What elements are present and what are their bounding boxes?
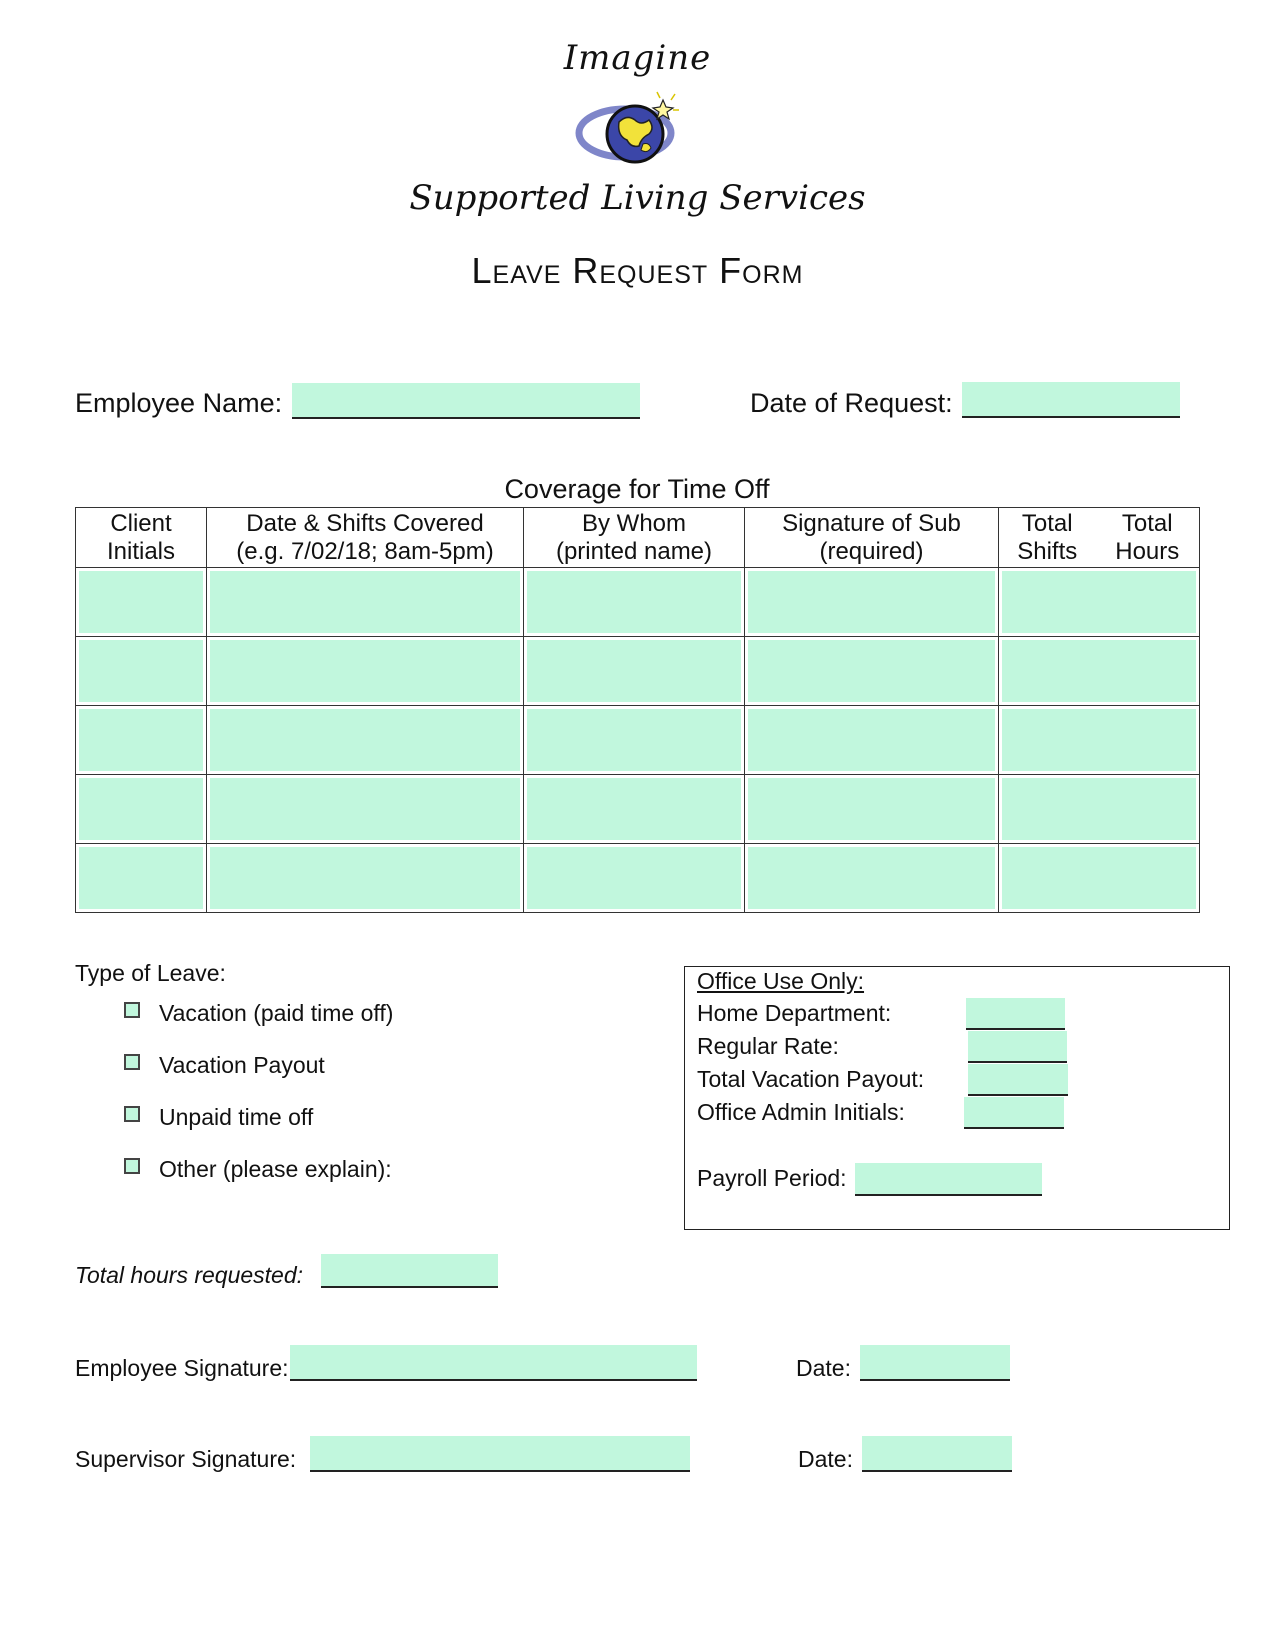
- signature-of-sub-cell[interactable]: [745, 706, 999, 775]
- other-label: Other (please explain):: [159, 1156, 392, 1182]
- by-whom-cell-fill: [527, 571, 741, 633]
- client-initials-cell[interactable]: [76, 844, 207, 913]
- supervisor-signature-label: Supervisor Signature:: [75, 1446, 297, 1472]
- unpaid-time-off-label: Unpaid time off: [159, 1104, 314, 1130]
- coverage-caption: Coverage for Time Off: [504, 474, 770, 504]
- signature-of-sub-cell-fill: [748, 709, 995, 771]
- date-shifts-cell[interactable]: [207, 706, 524, 775]
- client-initials-cell-fill: [79, 709, 203, 771]
- logo-supported-living-text: Supported Living Services: [409, 178, 866, 218]
- total-hours-requested-field[interactable]: [321, 1254, 498, 1288]
- by-whom-cell[interactable]: [524, 775, 745, 844]
- coverage-row: [76, 568, 1200, 637]
- payroll-period-label: Payroll Period:: [697, 1165, 847, 1191]
- totals-cell[interactable]: [999, 775, 1200, 844]
- globe-logo-icon: [575, 88, 695, 170]
- other-checkbox[interactable]: [124, 1158, 140, 1174]
- client-initials-cell[interactable]: [76, 568, 207, 637]
- signature-of-sub-cell-fill: [748, 640, 995, 702]
- regular-rate-field[interactable]: [968, 1031, 1067, 1063]
- type-of-leave-label: Type of Leave:: [75, 960, 226, 986]
- date-shifts-cell[interactable]: [207, 637, 524, 706]
- employee-signature-field[interactable]: [290, 1345, 697, 1381]
- by-whom-cell-fill: [527, 709, 741, 771]
- signature-of-sub-cell[interactable]: [745, 775, 999, 844]
- signature-of-sub-cell[interactable]: [745, 844, 999, 913]
- client-initials-cell-fill: [79, 778, 203, 840]
- unpaid-time-off-checkbox[interactable]: [124, 1106, 140, 1122]
- date-shifts-cell[interactable]: [207, 568, 524, 637]
- vacation-payout-checkbox[interactable]: [124, 1054, 140, 1070]
- col-by-whom: By Whom (printed name): [524, 508, 745, 568]
- vacation-payout-label: Vacation Payout: [159, 1052, 325, 1078]
- coverage-row: [76, 775, 1200, 844]
- coverage-row: [76, 844, 1200, 913]
- total-vacation-payout-field[interactable]: [968, 1064, 1068, 1096]
- totals-cell-fill: [1002, 778, 1196, 840]
- supervisor-date-label: Date:: [798, 1446, 853, 1472]
- date-of-request-field[interactable]: [962, 382, 1180, 418]
- coverage-row: [76, 637, 1200, 706]
- totals-cell[interactable]: [999, 568, 1200, 637]
- coverage-header-row: [76, 508, 1200, 568]
- by-whom-cell[interactable]: [524, 568, 745, 637]
- employee-name-field[interactable]: [292, 383, 640, 419]
- total-vacation-payout-label: Total Vacation Payout:: [697, 1066, 925, 1092]
- home-department-field[interactable]: [966, 998, 1065, 1030]
- coverage-row: [76, 706, 1200, 775]
- client-initials-cell-fill: [79, 640, 203, 702]
- by-whom-cell[interactable]: [524, 637, 745, 706]
- by-whom-cell[interactable]: [524, 844, 745, 913]
- home-department-label: Home Department:: [697, 1000, 892, 1026]
- date-shifts-cell[interactable]: [207, 775, 524, 844]
- supervisor-date-field[interactable]: [862, 1436, 1012, 1472]
- client-initials-cell[interactable]: [76, 706, 207, 775]
- employee-date-field[interactable]: [860, 1345, 1010, 1381]
- totals-cell-fill: [1002, 640, 1196, 702]
- col-total-shifts: Total Shifts: [999, 508, 1096, 568]
- signature-of-sub-cell-fill: [748, 778, 995, 840]
- page-title: Leave Request Form: [471, 250, 804, 291]
- office-use-title: Office Use Only:: [697, 968, 865, 994]
- totals-cell-fill: [1002, 847, 1196, 909]
- date-shifts-cell[interactable]: [207, 844, 524, 913]
- date-shifts-cell-fill: [210, 571, 520, 633]
- by-whom-cell-fill: [527, 778, 741, 840]
- signature-of-sub-cell-fill: [748, 847, 995, 909]
- employee-signature-label: Employee Signature:: [75, 1355, 289, 1381]
- by-whom-cell[interactable]: [524, 706, 745, 775]
- date-shifts-cell-fill: [210, 640, 520, 702]
- regular-rate-label: Regular Rate:: [697, 1033, 839, 1059]
- col-client-initials: Client Initials: [76, 508, 207, 568]
- signature-of-sub-cell[interactable]: [745, 637, 999, 706]
- vacation-paid-label: Vacation (paid time off): [159, 1000, 394, 1026]
- totals-cell[interactable]: [999, 637, 1200, 706]
- employee-name-label: Employee Name:: [75, 388, 283, 418]
- total-hours-requested-label: Total hours requested:: [75, 1262, 304, 1288]
- totals-cell[interactable]: [999, 844, 1200, 913]
- totals-cell-fill: [1002, 709, 1196, 771]
- col-date-shifts: Date & Shifts Covered (e.g. 7/02/18; 8am-5pm): [207, 508, 524, 568]
- by-whom-cell-fill: [527, 847, 741, 909]
- totals-cell-fill: [1002, 571, 1196, 633]
- office-admin-initials-field[interactable]: [964, 1097, 1064, 1129]
- date-shifts-cell-fill: [210, 709, 520, 771]
- by-whom-cell-fill: [527, 640, 741, 702]
- signature-of-sub-cell-fill: [748, 571, 995, 633]
- client-initials-cell[interactable]: [76, 775, 207, 844]
- totals-cell[interactable]: [999, 706, 1200, 775]
- payroll-period-field[interactable]: [855, 1163, 1042, 1196]
- col-signature-of-sub: Signature of Sub (required): [745, 508, 999, 568]
- logo-imagine-text: Imagine: [563, 38, 712, 78]
- col-total-hours: Total Hours: [1096, 508, 1200, 568]
- client-initials-cell-fill: [79, 847, 203, 909]
- signature-of-sub-cell[interactable]: [745, 568, 999, 637]
- supervisor-signature-field[interactable]: [310, 1436, 690, 1472]
- coverage-table: [75, 507, 1200, 913]
- client-initials-cell-fill: [79, 571, 203, 633]
- employee-date-label: Date:: [796, 1355, 851, 1381]
- office-admin-initials-label: Office Admin Initials:: [697, 1099, 905, 1125]
- client-initials-cell[interactable]: [76, 637, 207, 706]
- date-shifts-cell-fill: [210, 847, 520, 909]
- date-of-request-label: Date of Request:: [750, 388, 953, 418]
- date-shifts-cell-fill: [210, 778, 520, 840]
- vacation-paid-checkbox[interactable]: [124, 1002, 140, 1018]
